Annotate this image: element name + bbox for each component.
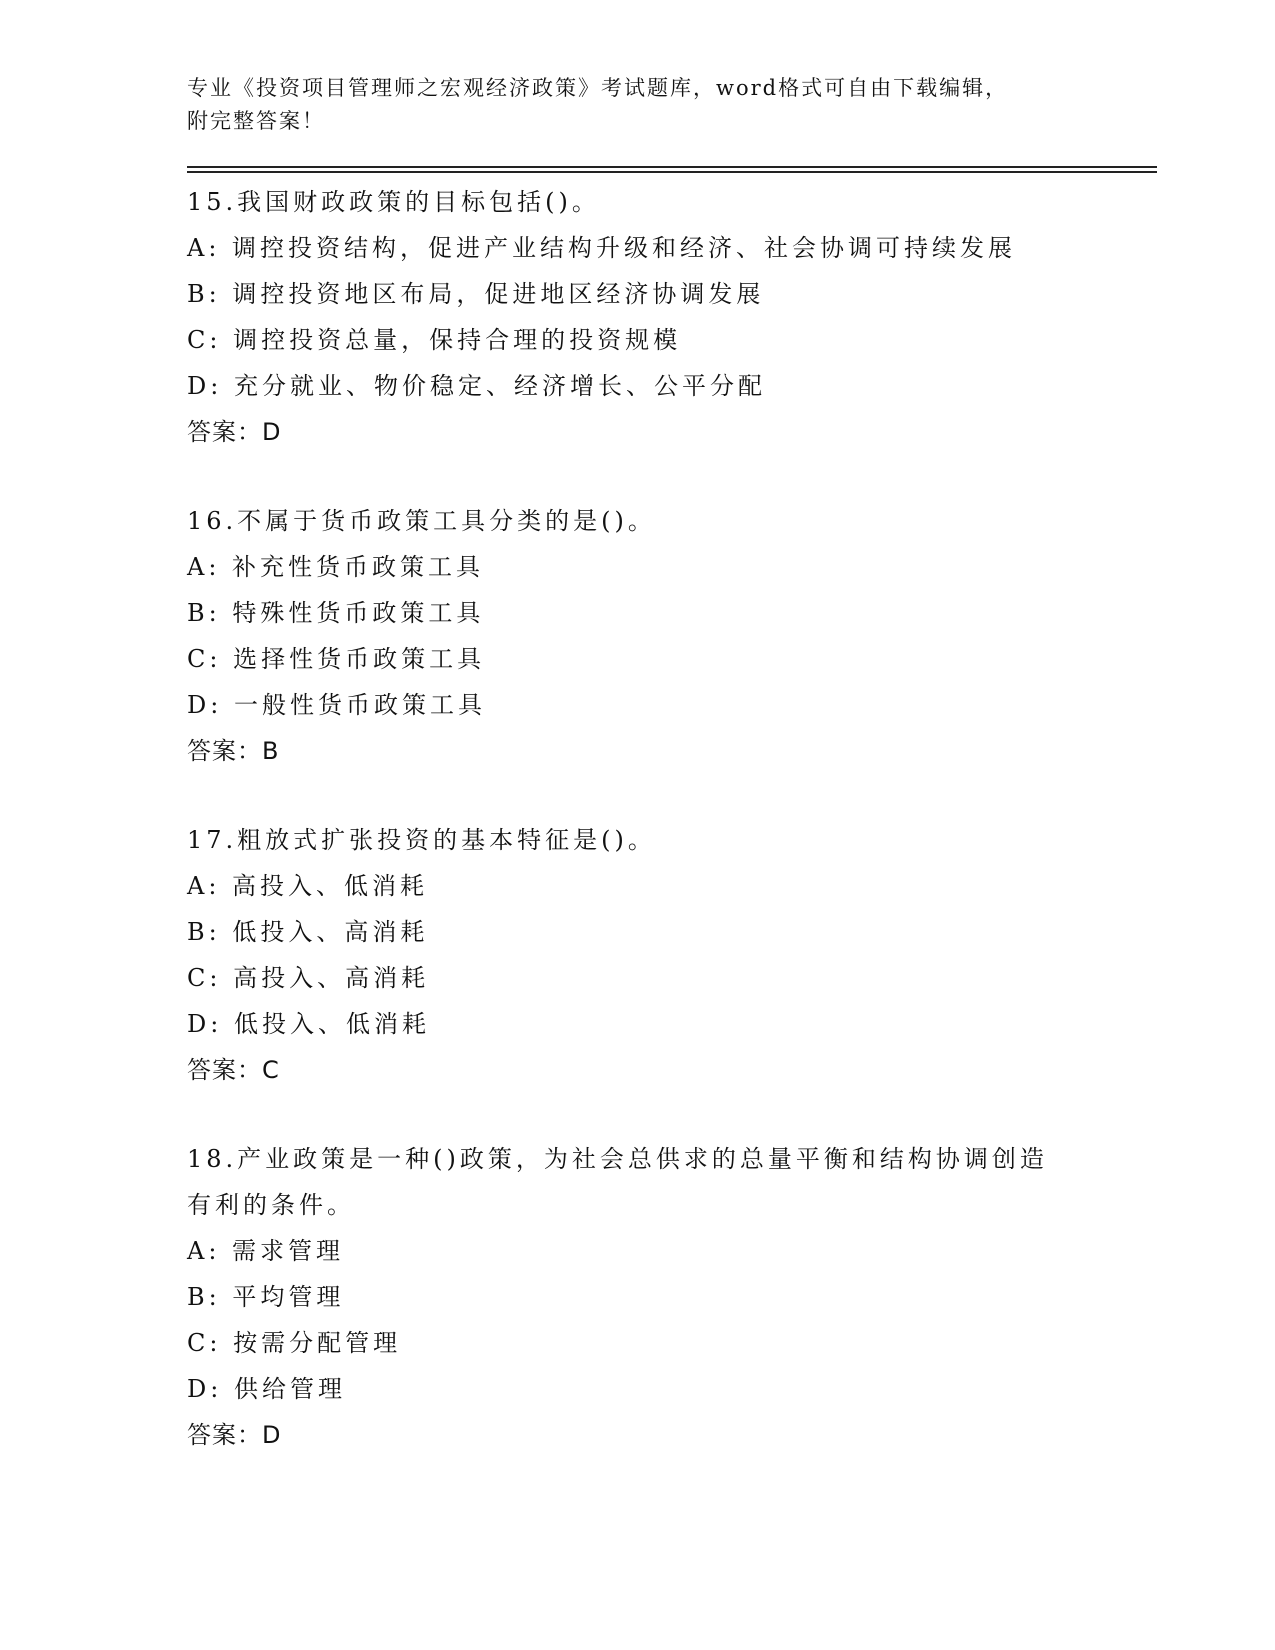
option-a: A: 补充性货币政策工具 xyxy=(187,553,485,581)
question-stem-line-1: 18.产业政策是一种()政策，为社会总供求的总量平衡和结构协调创造 xyxy=(187,1145,1048,1173)
option-d: D: 充分就业、物价稳定、经济增长、公平分配 xyxy=(187,372,766,400)
question-16 xyxy=(187,498,1157,774)
option-d: D: 一般性货币政策工具 xyxy=(187,691,486,719)
header-line-1: 专业《投资项目管理师之宏观经济政策》考试题库，word格式可自由下载编辑， xyxy=(187,76,1009,100)
option-c: C: 高投入、高消耗 xyxy=(187,964,430,992)
answer-line: 答案：D xyxy=(187,418,282,446)
option-b: B: 特殊性货币政策工具 xyxy=(187,599,485,627)
answer-line: 答案：C xyxy=(187,1056,280,1084)
option-c: C: 按需分配管理 xyxy=(187,1329,402,1357)
option-a: A: 高投入、低消耗 xyxy=(187,872,429,900)
option-c: C: 选择性货币政策工具 xyxy=(187,645,486,673)
question-17 xyxy=(187,817,1157,1093)
option-b: B: 平均管理 xyxy=(187,1283,345,1311)
answer-line: 答案：D xyxy=(187,1421,282,1449)
option-b: B: 调控投资地区布局，促进地区经济协调发展 xyxy=(187,280,765,308)
header-line-2: 附完整答案！ xyxy=(187,109,325,133)
option-a: A: 调控投资结构，促进产业结构升级和经济、社会协调可持续发展 xyxy=(187,234,1017,262)
option-b: B: 低投入、高消耗 xyxy=(187,918,429,946)
document-page xyxy=(187,72,1157,1501)
question-stem: 16.不属于货币政策工具分类的是()。 xyxy=(187,507,656,535)
divider-line-top xyxy=(187,166,1157,168)
question-15 xyxy=(187,179,1157,455)
question-stem: 15.我国财政政策的目标包括()。 xyxy=(187,188,600,216)
answer-line: 答案：B xyxy=(187,737,280,765)
option-d: D: 低投入、低消耗 xyxy=(187,1010,430,1038)
question-stem: 17.粗放式扩张投资的基本特征是()。 xyxy=(187,826,656,854)
document-header xyxy=(187,72,1087,138)
divider-line-bottom xyxy=(187,171,1157,173)
option-c: C: 调控投资总量，保持合理的投资规模 xyxy=(187,326,682,354)
question-stem-line-2: 有利的条件。 xyxy=(187,1191,355,1219)
header-divider xyxy=(187,166,1157,173)
option-d: D: 供给管理 xyxy=(187,1375,346,1403)
question-18 xyxy=(187,1136,1157,1458)
option-a: A: 需求管理 xyxy=(187,1237,345,1265)
